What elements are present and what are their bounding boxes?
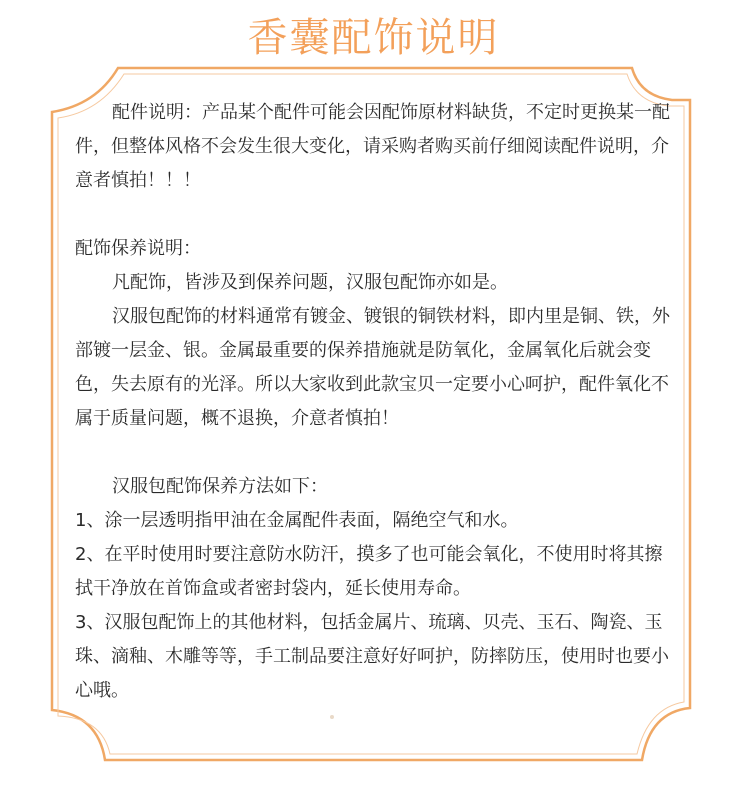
methods-heading: 汉服包配饰保养方法如下：: [112, 476, 328, 497]
page-title: 香囊配饰说明: [247, 15, 500, 61]
decorative-dot: [330, 715, 334, 719]
accessory-notice: 配件说明：产品某个配件可能会因配饰原材料缺货，不定时更换某一配件，但整体风格不会发生很大变化，请采购者购买前仔细阅读配件说明，介意者慎拍！！！: [75, 102, 670, 191]
spacer: [75, 198, 675, 232]
instruction-body: [75, 96, 675, 708]
method-item-1: 1、涂一层透明指甲油在金属配件表面，隔绝空气和水。: [75, 510, 519, 531]
method-item-3: 3、汉服包配饰上的其他材料，包括金属片、琉璃、贝壳、玉石、陶瓷、玉珠、滴釉、木雕等等，手工制品要注意好好呵护，防摔防压，使用时也要小心哦。: [75, 612, 669, 701]
care-intro: 凡配饰，皆涉及到保养问题，汉服包配饰亦如是。: [112, 272, 508, 293]
care-heading: 配饰保养说明：: [75, 238, 201, 259]
method-item-2: 2、在平时使用时要注意防水防汗，摸多了也可能会氧化，不使用时将其擦拭干净放在首饰盒或者密封袋内，延长使用寿命。: [75, 544, 663, 599]
spacer: [75, 436, 675, 470]
care-materials: 汉服包配饰的材料通常有镀金、镀银的铜铁材料，即内里是铜、铁，外部镀一层金、银。金属最重要的保养措施就是防氧化，金属氧化后就会变色，失去原有的光泽。所以大家收到此款宝贝一定要小心呵护，配件氧化不属于质量问题，概不退换，介意者慎拍！: [75, 306, 670, 429]
